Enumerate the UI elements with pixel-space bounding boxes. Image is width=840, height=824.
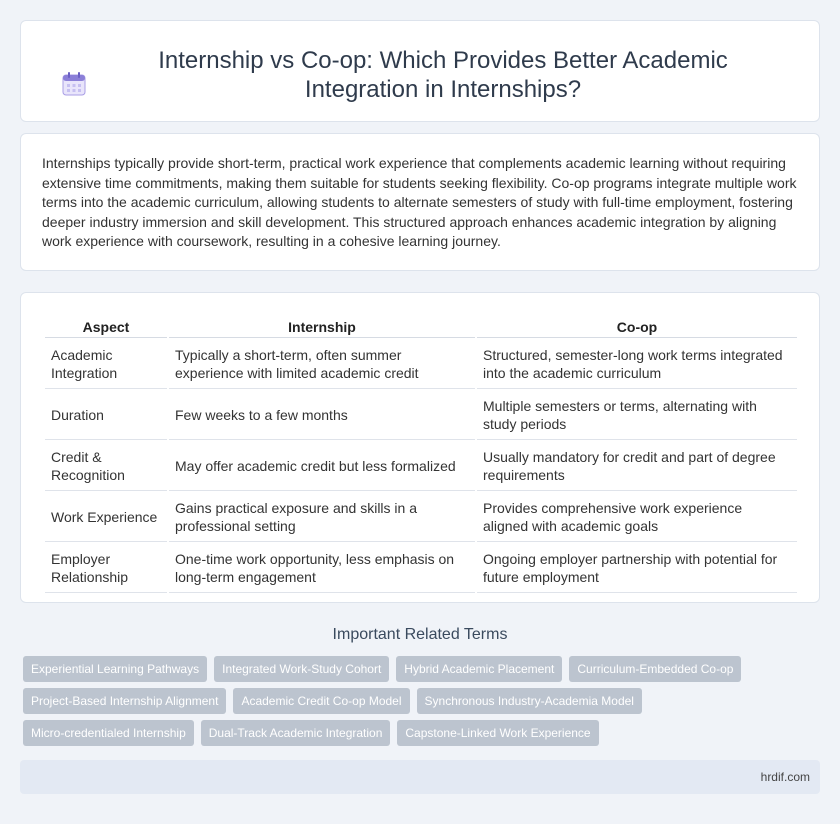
intro-paragraph: Internships typically provide short-term, practical work experience that complements academic learning without requiring extensive time commitments, making them suitable for students seeking flexibility. Co-op programs integrate multiple work terms into the academic curriculum, allowing students to alternate semesters of study with full-time employment, fostering deeper industry immersion and skill development. This structured approach enhances academic integration by aligning work experience with coursework, resulting in a cohesive learning journey. (42, 155, 797, 250)
cell-internship: Typically a short-term, often summer experience with limited academic credit (169, 340, 475, 389)
related-term-tag[interactable]: Curriculum-Embedded Co-op (569, 656, 741, 682)
cell-internship: May offer academic credit but less formalized (169, 442, 475, 491)
title-card (20, 20, 820, 122)
table-row (45, 544, 797, 593)
footer-site-link[interactable]: hrdif.com (760, 770, 810, 784)
cell-internship: Few weeks to a few months (169, 391, 475, 440)
comparison-table-card (20, 292, 820, 603)
cell-coop: Provides comprehensive work experience aligned with academic goals (477, 493, 797, 542)
cell-aspect: Employer Relationship (45, 544, 167, 593)
cell-internship: Gains practical exposure and skills in a professional setting (169, 493, 475, 542)
related-terms-heading: Important Related Terms (332, 626, 508, 643)
cell-coop: Structured, semester-long work terms integrated into the academic curriculum (477, 340, 797, 389)
header-coop: Co-op (477, 315, 797, 338)
page-title: Internship vs Co-op: Which Provides Better Academic Integration in Internships? (158, 47, 728, 103)
cell-aspect: Duration (45, 391, 167, 440)
related-term-tag[interactable]: Synchronous Industry-Academia Model (417, 688, 642, 714)
table-row (45, 391, 797, 440)
cell-coop: Ongoing employer partnership with potential for future employment (477, 544, 797, 593)
cell-coop: Multiple semesters or terms, alternating with study periods (477, 391, 797, 440)
related-terms-list (23, 656, 823, 752)
table-row (45, 340, 797, 389)
header-internship: Internship (169, 315, 475, 338)
related-term-tag[interactable]: Project-Based Internship Alignment (23, 688, 226, 714)
table-row (45, 442, 797, 491)
cell-aspect: Credit & Recognition (45, 442, 167, 491)
intro-card (20, 133, 820, 271)
related-term-tag[interactable]: Capstone-Linked Work Experience (397, 720, 598, 746)
related-term-tag[interactable]: Integrated Work-Study Cohort (214, 656, 389, 682)
related-term-tag[interactable]: Dual-Track Academic Integration (201, 720, 391, 746)
footer (20, 760, 820, 794)
calendar-icon (61, 71, 87, 97)
related-term-tag[interactable]: Hybrid Academic Placement (396, 656, 562, 682)
related-term-tag[interactable]: Experiential Learning Pathways (23, 656, 207, 682)
cell-coop: Usually mandatory for credit and part of degree requirements (477, 442, 797, 491)
cell-aspect: Work Experience (45, 493, 167, 542)
related-term-tag[interactable]: Academic Credit Co-op Model (233, 688, 409, 714)
cell-aspect: Academic Integration (45, 340, 167, 389)
header-aspect: Aspect (45, 315, 167, 338)
cell-internship: One-time work opportunity, less emphasis on long-term engagement (169, 544, 475, 593)
table-row (45, 493, 797, 542)
comparison-table (43, 313, 799, 595)
table-header-row (45, 315, 797, 338)
related-term-tag[interactable]: Micro-credentialed Internship (23, 720, 194, 746)
